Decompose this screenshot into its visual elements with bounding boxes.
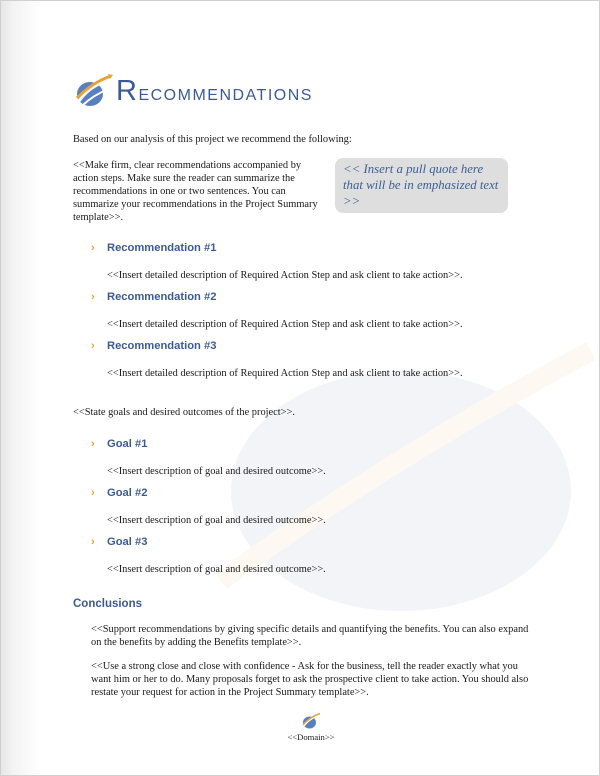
chevron-right-icon: › [91, 242, 95, 254]
intro-text: Based on our analysis of this project we recommend the following: [73, 134, 352, 145]
chevron-right-icon: › [91, 291, 95, 303]
recommendation-heading: › Recommendation #3 [91, 340, 217, 352]
conclusions-heading: Conclusions [73, 598, 143, 610]
chevron-right-icon: › [91, 438, 95, 450]
recommendation-desc: <<Insert detailed description of Required Action Step and ask client to take action>>. [107, 270, 463, 281]
conclusion-paragraph: <<Use a strong close and close with confidence - Ask for the business, tell the reader exactly what you want him or her to do. Many proposals forget to ask the prospective client to take action. You should also restate your request for action in the Project Summary template>>. [91, 661, 529, 698]
pull-quote: << Insert a pull quote here that will be in emphasized text >> [335, 158, 508, 213]
chevron-right-icon: › [91, 536, 95, 548]
lead-paragraph: <<Make firm, clear recommendations accompanied by action steps. Make sure the reader can summarize the recommendations in one or two sentences. You can summarize your recommendations in the Project Summary template>>. [73, 160, 318, 223]
footer-domain: <<Domain>> [287, 732, 335, 742]
chevron-right-icon: › [91, 487, 95, 499]
goal-heading: › Goal #1 [91, 438, 148, 450]
goal-desc: <<Insert description of goal and desired outcome>>. [107, 564, 326, 575]
recommendation-heading: › Recommendation #2 [91, 291, 217, 303]
goals-intro: <<State goals and desired outcomes of the project>>. [73, 407, 295, 418]
goal-desc: <<Insert description of goal and desired outcome>>. [107, 466, 326, 477]
goal-heading: › Goal #3 [91, 536, 148, 548]
recommendation-desc: <<Insert detailed description of Required Action Step and ask client to take action>>. [107, 319, 463, 330]
page-title: Recommendations [116, 75, 313, 107]
chevron-right-icon: › [91, 340, 95, 352]
conclusion-paragraph: <<Support recommendations by giving specific details and quantifying the benefits. You can also expand on the benefits by adding the Benefits template>>. [91, 624, 529, 648]
goal-heading: › Goal #2 [91, 487, 148, 499]
goal-desc: <<Insert description of goal and desired outcome>>. [107, 515, 326, 526]
globe-swoosh-logo-icon [73, 73, 113, 109]
recommendation-desc: <<Insert detailed description of Required Action Step and ask client to take action>>. [107, 368, 463, 379]
globe-swoosh-footer-icon [301, 712, 321, 730]
recommendation-heading: › Recommendation #1 [91, 242, 217, 254]
